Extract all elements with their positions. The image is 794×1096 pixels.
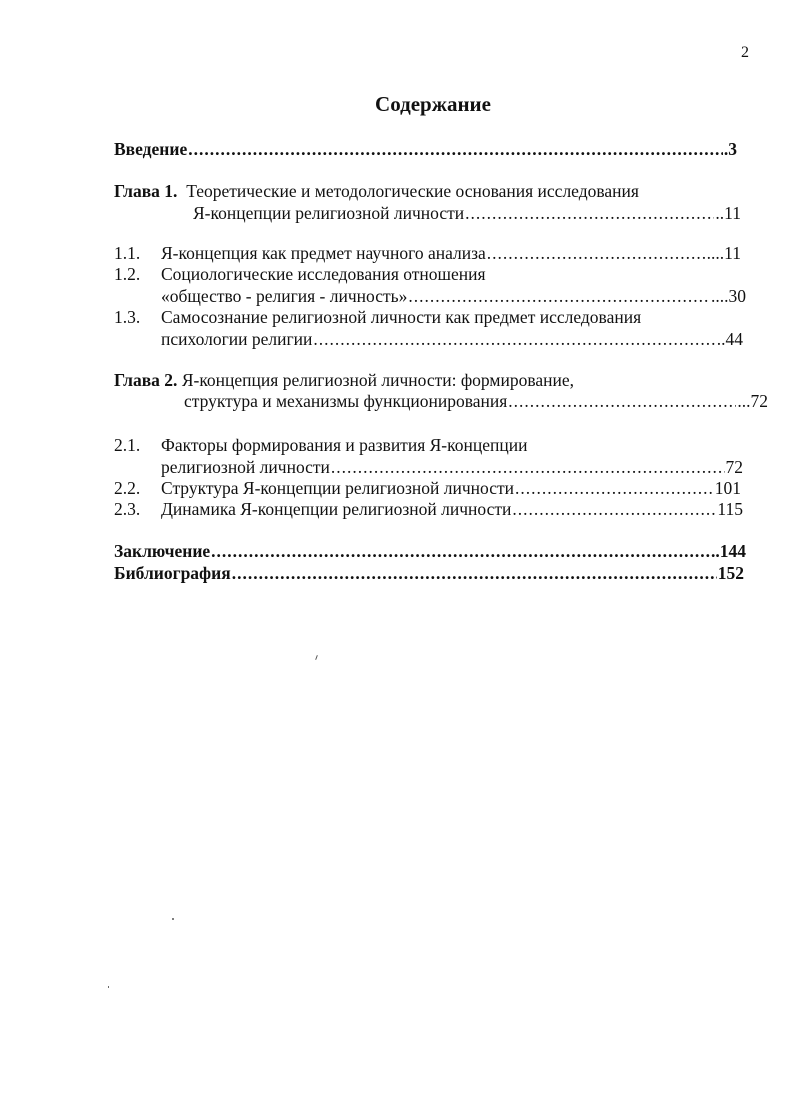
toc-section-2-1-line1[interactable]: Факторы формирования и развития Я-концепции <box>161 435 528 455</box>
toc-entry-page: ..44 <box>716 329 743 349</box>
chapter-label: Глава 2. <box>114 370 178 390</box>
dot-leader <box>331 456 725 478</box>
toc-entry-page: .3 <box>723 139 737 159</box>
toc-chapter-1-line2[interactable] <box>193 202 741 224</box>
section-title: Я-концепция как предмет научного анализа <box>161 243 486 263</box>
page-number: 2 <box>741 44 749 61</box>
toc-entry-page: ..144 <box>711 541 746 561</box>
toc-section-1-2-line2[interactable] <box>161 285 746 307</box>
section-title-line2: психологии религии <box>161 329 313 349</box>
section-number: 2.1. <box>114 435 141 455</box>
dot-leader <box>508 390 736 412</box>
toc-entry-conclusion[interactable] <box>114 540 746 562</box>
scan-speck <box>315 655 318 660</box>
toc-entry-label: Библиография <box>114 563 231 583</box>
toc-section-1-3-line1[interactable]: Самосознание религиозной личности как предмет исследования <box>161 307 642 327</box>
page-title: Содержание <box>375 92 491 116</box>
dot-leader <box>313 328 715 350</box>
section-title: Структура Я-концепции религиозной личности <box>161 478 515 498</box>
chapter-title-line1: Я-концепция религиозной личности: формирование, <box>181 370 575 390</box>
dot-leader <box>211 540 710 562</box>
toc-section-2-2[interactable] <box>161 477 741 499</box>
dot-leader <box>487 242 706 264</box>
chapter-title-line1: Теоретические и методологические основания исследования <box>186 181 639 201</box>
dot-leader <box>232 562 717 584</box>
toc-entry-page: ....30 <box>711 286 746 306</box>
toc-entry-page: 115 <box>717 499 743 519</box>
chapter-title-line2: структура и механизмы функционирования <box>184 391 508 411</box>
toc-entry-page: ..11 <box>715 203 741 223</box>
dot-leader <box>408 285 710 307</box>
toc-chapter-2-line1[interactable] <box>114 369 574 391</box>
section-number: 1.2. <box>114 264 141 284</box>
dot-leader <box>515 477 714 499</box>
toc-section-1-3-line2[interactable] <box>161 328 743 350</box>
toc-entry-label: Введение <box>114 139 188 159</box>
toc-section-2-1-line2[interactable] <box>161 456 743 478</box>
section-title: Динамика Я-концепции религиозной личности <box>161 499 512 519</box>
toc-entry-intro[interactable] <box>114 138 737 160</box>
section-number: 2.3. <box>114 499 141 519</box>
chapter-title-line2: Я-концепции религиозной личности <box>193 203 465 223</box>
dot-leader <box>465 202 714 224</box>
dot-leader <box>188 138 723 160</box>
chapter-label: Глава 1. <box>114 181 178 201</box>
toc-entry-page: ...72 <box>737 391 768 411</box>
toc-entry-page: ....11 <box>706 243 741 263</box>
toc-section-1-1[interactable] <box>161 242 741 264</box>
toc-section-2-3[interactable] <box>161 498 743 520</box>
section-number: 1.1. <box>114 243 141 263</box>
section-number: 1.3. <box>114 307 141 327</box>
toc-entry-page: 101 <box>714 478 741 498</box>
scan-speck <box>108 986 109 988</box>
section-number: 2.2. <box>114 478 141 498</box>
toc-chapter-2-line2[interactable] <box>184 390 768 412</box>
toc-chapter-1-line1[interactable] <box>114 180 639 202</box>
toc-section-1-2-line1[interactable]: Социологические исследования отношения <box>161 264 486 284</box>
section-title-line2: «общество - религия - личность» <box>161 286 408 306</box>
toc-entry-page: 72 <box>725 457 743 477</box>
scan-speck <box>172 918 174 920</box>
dot-leader <box>512 498 716 520</box>
toc-entry-page: 152 <box>717 563 744 583</box>
toc-entry-label: Заключение <box>114 541 211 561</box>
toc-entry-bibliography[interactable] <box>114 562 744 584</box>
section-title-line2: религиозной личности <box>161 457 330 477</box>
